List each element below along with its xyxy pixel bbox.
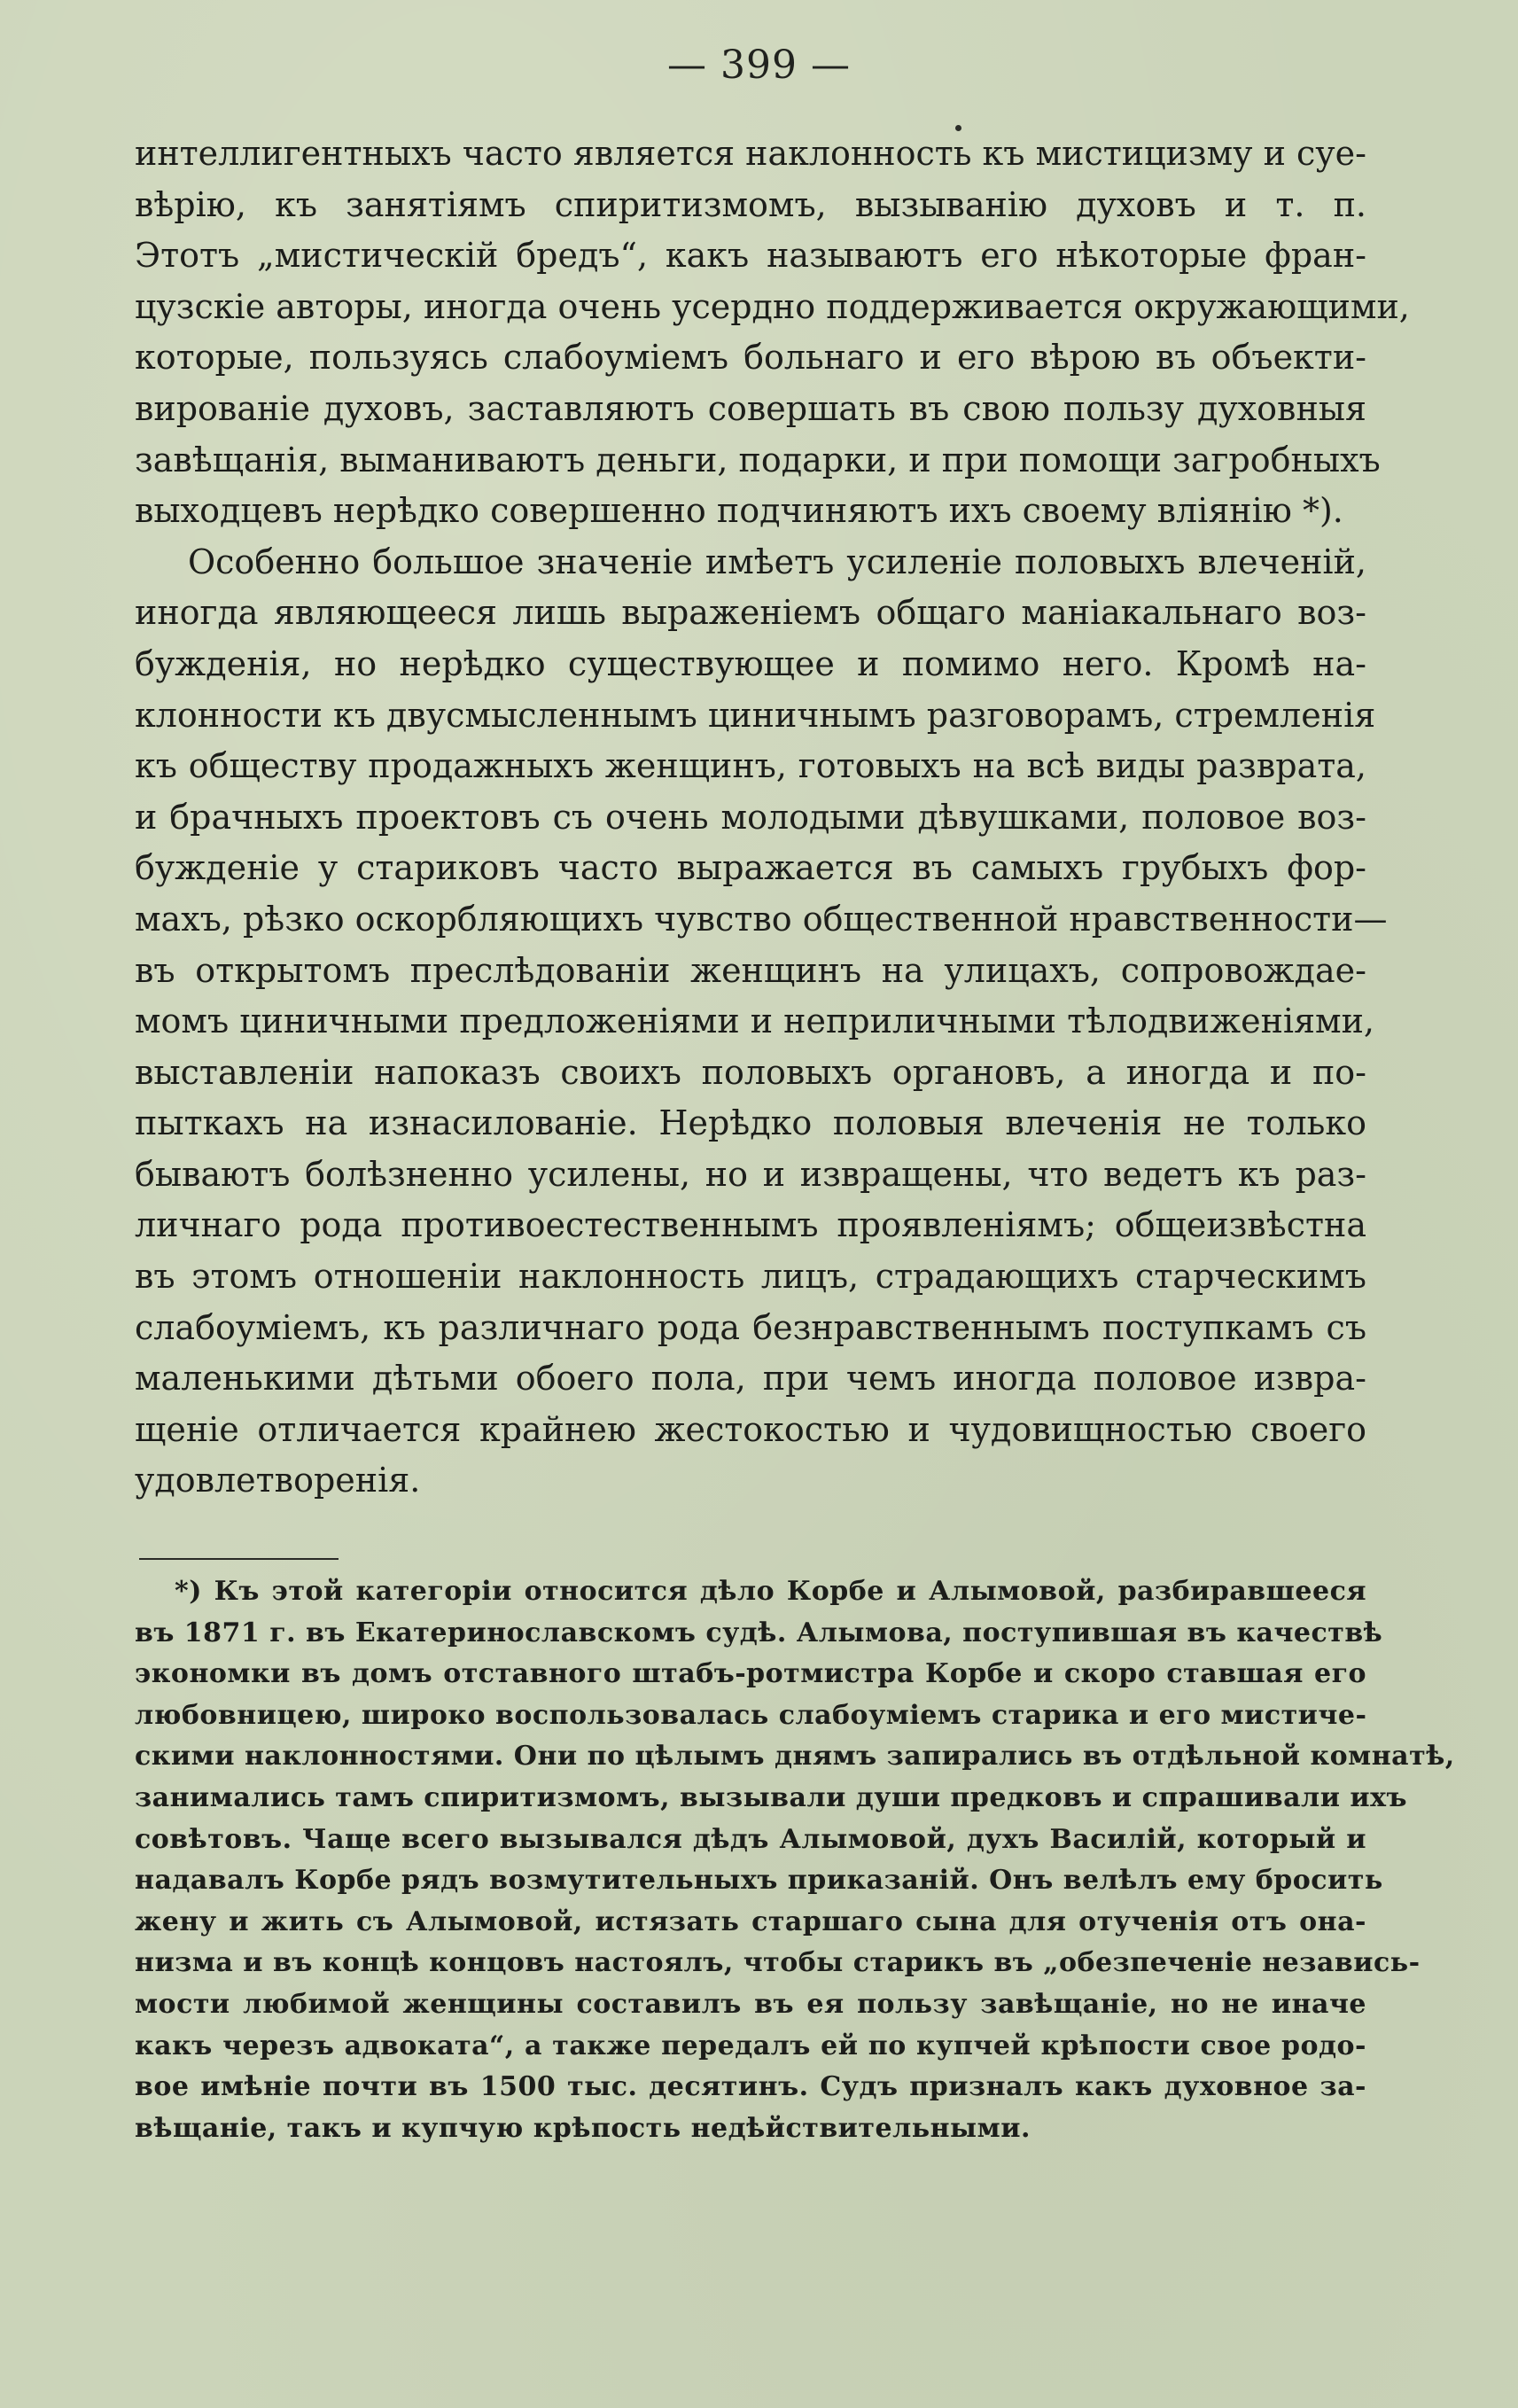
text-line: момъ циничными предложеніями и неприличными тѣлодвиженіями, [135, 1001, 1375, 1041]
footnote-line: *) Къ этой категоріи относится дѣло Корбе и Алымовой, разбиравшееся [175, 1576, 1366, 1607]
text-line: бужденія, но нерѣдко существующее и помимо него. Кромѣ на- [135, 643, 1366, 683]
main-text [135, 129, 1410, 1507]
text-line: и брачныхъ проектовъ съ очень молодыми дѣвушками, половое воз- [135, 797, 1366, 837]
text-line: пыткахъ на изнасилованіе. Нерѣдко половыя влеченія не только [135, 1103, 1366, 1143]
paragraph-1 [135, 129, 1410, 537]
text-line: щеніе отличается крайнею жестокостью и чудовищностью своего [135, 1409, 1366, 1449]
footnote-line: вѣщаніе, такъ и купчую крѣпость недѣйствительными. [135, 2112, 1031, 2144]
footnote-line: вое имѣніе почти въ 1500 тыс. десятинъ. Судъ призналъ какъ духовное за- [135, 2071, 1366, 2103]
footnote-divider [139, 1558, 339, 1560]
text-line: вированіе духовъ, заставляютъ совершать въ свою пользу духовныя [135, 388, 1366, 428]
text-line: клонности къ двусмысленнымъ циничнымъ разговорамъ, стремленія [135, 695, 1376, 735]
footnote-line: совѣтовъ. Чаще всего вызывался дѣдъ Алымовой, духъ Василій, который и [135, 1823, 1366, 1855]
footnote-line: надавалъ Корбе рядъ возмутительныхъ приказаній. Онъ велѣлъ ему бросить [135, 1865, 1383, 1897]
text-line: въ открытомъ преслѣдованіи женщинъ на улицахъ, сопровождае- [135, 950, 1366, 990]
text-line: Особенно большое значеніе имѣетъ усиленіе половыхъ влеченій, [188, 542, 1366, 581]
text-line: бужденіе у стариковъ часто выражается въ самыхъ грубыхъ фор- [135, 848, 1366, 888]
text-line: иногда являющееся лишь выраженіемъ общаго маніакальнаго воз- [135, 593, 1366, 633]
text-line: въ этомъ отношеніи наклонность лицъ, страдающихъ старческимъ [135, 1257, 1366, 1297]
footnote-line: любовницею, широко воспользовалась слабоуміемъ старика и его мистиче- [135, 1699, 1367, 1731]
text-line: выходцевъ нерѣдко совершенно подчиняютъ ихъ своему вліянію *). [135, 491, 1343, 531]
footnote [135, 1571, 1455, 2149]
text-line: удовлетворенія. [135, 1461, 421, 1500]
footnote-line: мости любимой женщины составилъ въ ея пользу завѣщаніе, но не иначе [135, 1988, 1366, 2020]
text-line: махъ, рѣзко оскорбляющихъ чувство общественной нравственности— [135, 899, 1388, 939]
text-line: къ обществу продажныхъ женщинъ, готовыхъ на всѣ виды разврата, [135, 746, 1366, 786]
text-line: которые, пользуясь слабоуміемъ больнаго и его вѣрою въ объекти- [135, 338, 1366, 378]
page-number: — 399 — [667, 43, 851, 88]
text-line: интеллигентныхъ часто является наклонность къ мистицизму и суе- [135, 134, 1366, 173]
text-line: маленькими дѣтьми обоего пола, при чемъ иногда половое извра- [135, 1359, 1366, 1399]
text-line: цузскіе авторы, иногда очень усердно поддерживается окружающими, [135, 286, 1410, 326]
text-line: завѣщанія, выманиваютъ деньги, подарки, и при помощи загробныхъ [135, 440, 1381, 479]
text-line: бываютъ болѣзненно усилены, но и извращены, что ведетъ къ раз- [135, 1154, 1366, 1194]
text-line: личнаго рода противоестественнымъ проявленіямъ; общеизвѣстна [135, 1205, 1366, 1245]
footnote-line: въ 1871 г. въ Екатеринославскомъ судѣ. Алымова, поступившая въ качествѣ [135, 1617, 1383, 1648]
footnote-line: занимались тамъ спиритизмомъ, вызывали души предковъ и спрашивали ихъ [135, 1781, 1408, 1813]
text-line: вѣрію, къ занятіямъ спиритизмомъ, вызыванію духовъ и т. п. [135, 184, 1366, 224]
text-line: Этотъ „мистическій бредъ“, какъ называютъ его нѣкоторые фран- [135, 236, 1366, 276]
footnote-line: низма и въ концѣ концовъ настоялъ, чтобы старикъ въ „обезпеченіе независь- [135, 1947, 1421, 1979]
text-line: слабоуміемъ, къ различнаго рода безнравственнымъ поступкамъ съ [135, 1307, 1366, 1347]
footnote-line: экономки въ домъ отставного штабъ-ротмистра Корбе и скоро ставшая его [135, 1658, 1366, 1690]
footnote-line: какъ черезъ адвоката“, а также передалъ ей по купчей крѣпости свое родо- [135, 2030, 1366, 2061]
footnote-line: жену и жить съ Алымовой, истязать старшаго сына для отученія отъ она- [135, 1905, 1366, 1937]
footnote-line: скими наклонностями. Они по цѣлымъ днямъ запирались въ отдѣльной комнатѣ, [135, 1741, 1455, 1773]
text-line: выставленіи напоказъ своихъ половыхъ органовъ, а иногда и по- [135, 1052, 1366, 1092]
paragraph-2 [135, 537, 1388, 1507]
